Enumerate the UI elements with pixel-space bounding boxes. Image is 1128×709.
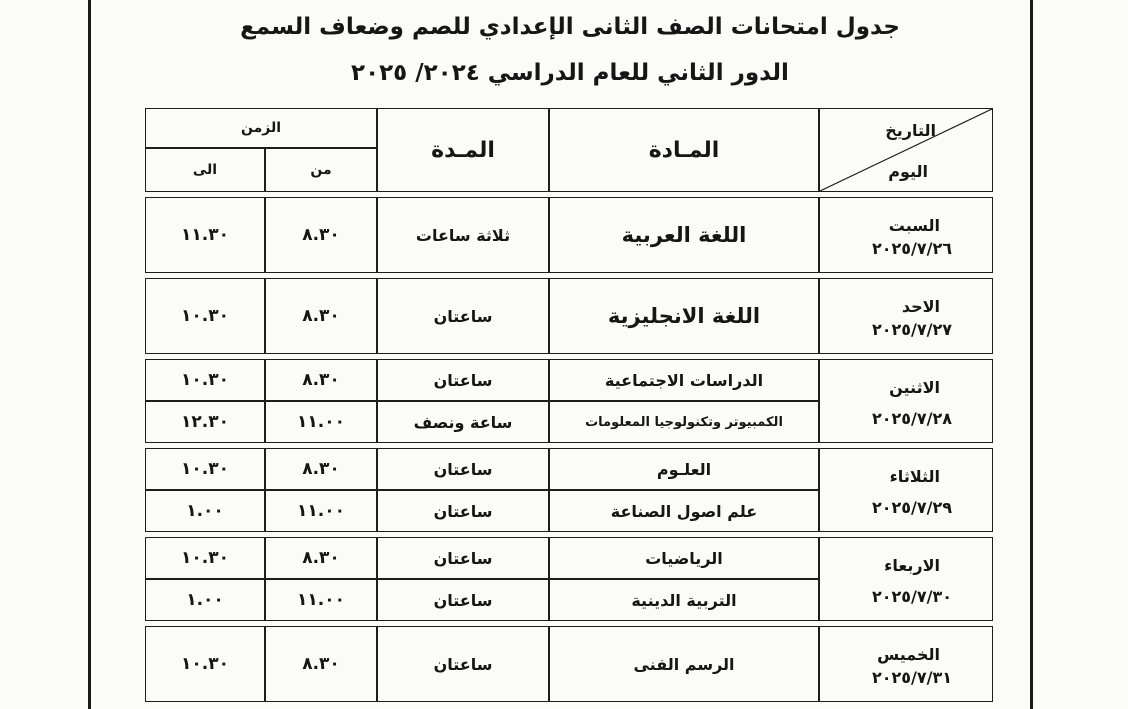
exam-date: ٢٠٢٥/٧/٢٦ [871, 239, 952, 258]
day-label: اليوم [888, 162, 928, 181]
date-day-header [819, 108, 993, 192]
table-row [145, 537, 993, 579]
from-header: من [265, 148, 377, 192]
subject-header: المـادة [549, 108, 819, 192]
exam-subject: الرسم الفنى [549, 626, 819, 702]
start-time: ٨.٣٠ [265, 278, 377, 354]
exam-duration: ساعتان [377, 359, 549, 401]
day-name: الاثنين [889, 378, 940, 397]
to-header: الى [145, 148, 265, 192]
day-date-cell [819, 626, 993, 702]
exam-duration: ساعتان [377, 278, 549, 354]
table-row [145, 448, 993, 490]
exam-duration: ساعتان [377, 579, 549, 621]
end-time: ١٠.٣٠ [145, 448, 265, 490]
day-date-cell [819, 278, 993, 354]
start-time: ٨.٣٠ [265, 537, 377, 579]
exam-schedule-table [145, 108, 993, 702]
time-group-header: الزمن [145, 108, 377, 148]
exam-subject: اللغة العربية [549, 197, 819, 273]
exam-date: ٢٠٢٥/٧/٣١ [871, 668, 952, 687]
start-time: ٨.٣٠ [265, 197, 377, 273]
table-row [145, 197, 993, 273]
duration-header: المـدة [377, 108, 549, 192]
exam-subject: الرياضيات [549, 537, 819, 579]
start-time: ١١.٠٠ [265, 401, 377, 443]
end-time: ١١.٣٠ [145, 197, 265, 273]
date-label: التاريخ [885, 121, 936, 140]
exam-duration: ساعتان [377, 448, 549, 490]
exam-subject: الدراسات الاجتماعية [549, 359, 819, 401]
page-border-right [1030, 0, 1033, 709]
start-time: ٨.٣٠ [265, 626, 377, 702]
exam-duration: ثلاثة ساعات [377, 197, 549, 273]
end-time: ١٠.٣٠ [145, 537, 265, 579]
end-time: ١٢.٣٠ [145, 401, 265, 443]
exam-date: ٢٠٢٥/٧/٢٨ [871, 409, 952, 428]
day-date-cell [819, 197, 993, 273]
exam-date: ٢٠٢٥/٧/٣٠ [871, 587, 952, 606]
page-border-left [88, 0, 91, 709]
exam-subject: الكمبيوتر وتكنولوجيا المعلومات [549, 401, 819, 443]
end-time: ١٠.٣٠ [145, 626, 265, 702]
start-time: ١١.٠٠ [265, 579, 377, 621]
exam-subject: علم اصول الصناعة [549, 490, 819, 532]
page-subtitle: الدور الثاني للعام الدراسي ٢٠٢٤/ ٢٠٢٥ [351, 60, 789, 86]
day-name: الاحد [901, 297, 940, 316]
day-date-cell [819, 359, 993, 443]
table-row [145, 359, 993, 401]
start-time: ٨.٣٠ [265, 448, 377, 490]
page-title: جدول امتحانات الصف الثانى الإعدادي للصم وضعاف السمع [240, 14, 900, 40]
exam-date: ٢٠٢٥/٧/٢٩ [871, 498, 952, 517]
exam-duration: ساعتان [377, 490, 549, 532]
day-date-cell [819, 448, 993, 532]
exam-duration: ساعتان [377, 626, 549, 702]
end-time: ١٠.٣٠ [145, 359, 265, 401]
exam-subject: التربية الدينية [549, 579, 819, 621]
day-name: الثلاثاء [889, 467, 940, 486]
table-row [145, 626, 993, 702]
start-time: ١١.٠٠ [265, 490, 377, 532]
exam-subject: اللغة الانجليزية [549, 278, 819, 354]
end-time: ١.٠٠ [145, 490, 265, 532]
end-time: ١.٠٠ [145, 579, 265, 621]
day-name: الاربعاء [884, 556, 940, 575]
exam-duration: ساعة ونصف [377, 401, 549, 443]
header-row [145, 108, 993, 148]
end-time: ١٠.٣٠ [145, 278, 265, 354]
table-row [145, 278, 993, 354]
day-name: السبت [888, 216, 940, 235]
exam-duration: ساعتان [377, 537, 549, 579]
start-time: ٨.٣٠ [265, 359, 377, 401]
exam-date: ٢٠٢٥/٧/٢٧ [871, 320, 952, 339]
day-date-cell [819, 537, 993, 621]
day-name: الخميس [877, 645, 940, 664]
exam-subject: العلـوم [549, 448, 819, 490]
